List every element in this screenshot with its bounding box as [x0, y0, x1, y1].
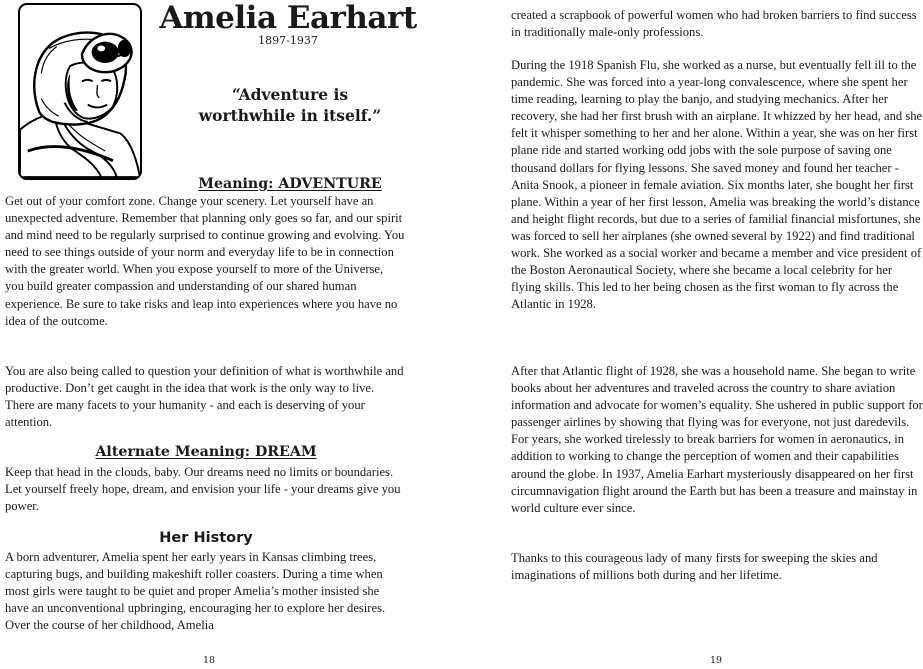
page-number-right: 19	[709, 655, 723, 666]
page-number-left: 18	[202, 655, 216, 666]
meaning-paragraph-2: You are also being called to question your definition of what is worthwhile and productive. Don’t get caught in the idea that work is the only way to live. There are many facets to your humanity - and each is deserving of your attention.	[5, 364, 404, 430]
alternate-meaning-paragraph: Keep that head in the clouds, baby. Our dreams need no limits or boundaries. Let yourself freely hope, dream, and envision your life - your dreams give you power.	[5, 465, 401, 514]
page-title: Amelia Earhart	[159, 0, 417, 36]
meaning-paragraph-1: Get out of your comfort zone. Change your scenery. Let yourself have an unexpected adventure. Remember that planning only goes so far, and our spirit and mind need to be regularly surprised to continue growing and evolving. You need to see things outside of your norm and everyday life to be in connection with the greater world. When you expose yourself to more of the Universe, you build greater compassion and understanding of our shared human experience. Be sure to take risks and leap into experiences where you have no idea of the outcome.	[5, 194, 405, 328]
nursing-and-flight-paragraph: During the 1918 Spanish Flu, she worked as a nurse, but eventually fell ill to the pandemic. She was forced into a year-long convalescence, where she spent her time reading, learning to play the banjo, and studying mechanics. After her recovery, she had her first brush with an airplane. It whizzed by her head, and she felt it whisper something to her and her alone. Within a year, she was on her first plane ride and started working odd jobs with the sole purpose of saving one thousand dollars for flying lessons. She saved money and found her teacher - Anita Snook, a pioneer in female aviation. Six months later, she bought her first plane. Within a year of her first lesson, Amelia was breaking the world’s distance and height flight records, but due to a series of familial financial misfortunes, she was forced to sell her airplanes (she owned several by 1922) and find traditional work. She worked as a social worker and became a member and vice president of the Boston Aeronautical Society, where she became a local celebrity for her flying skills. This led to her being chosen as the first woman to fly across the Atlantic in 1928.	[511, 58, 923, 312]
history-paragraph: A born adventurer, Amelia spent her early years in Kansas climbing trees, capturing bugs, and building makeshift roller coasters. During a time when most girls were taught to be quiet and proper Amelia’s mother insisted she have an unconventional upbringing, encouraging her to explore her desires. Over the course of her childhood, Amelia	[5, 550, 386, 633]
fame-paragraph: After that Atlantic flight of 1928, she was a household name. She began to write books about her adventures and traveled across the country to share aviation information and advocate for women’s equality. She ushered in public support for passenger airlines by showing that flying was for everyone, not just daredevils. For years, she worked tirelessly to break barriers for women in aeronautics, in addition to working to change the perception of women and their capabilities around the globe. In 1937, Amelia Earhart mysteriously disappeared on her first circumnavigation flight around the Earth but has been a treasure and mainstay in world culture ever since.	[511, 364, 923, 515]
history-continued-paragraph: created a scrapbook of powerful women who had broken barriers to find success in traditionally male-only professions.	[511, 8, 917, 40]
closing-paragraph: Thanks to this courageous lady of many firsts for sweeping the skies and imaginations of millions both during and her lifetime.	[511, 551, 878, 583]
meaning-heading: Meaning: ADVENTURE	[198, 176, 382, 192]
right-page	[462, 0, 923, 669]
aviator-portrait-icon	[18, 3, 142, 180]
alternate-meaning-heading: Alternate Meaning: DREAM	[95, 444, 317, 460]
history-heading: Her History	[159, 530, 253, 546]
quote: “Adventure is worthwhile in itself.”	[198, 85, 382, 125]
life-years: 1897-1937	[258, 34, 318, 47]
